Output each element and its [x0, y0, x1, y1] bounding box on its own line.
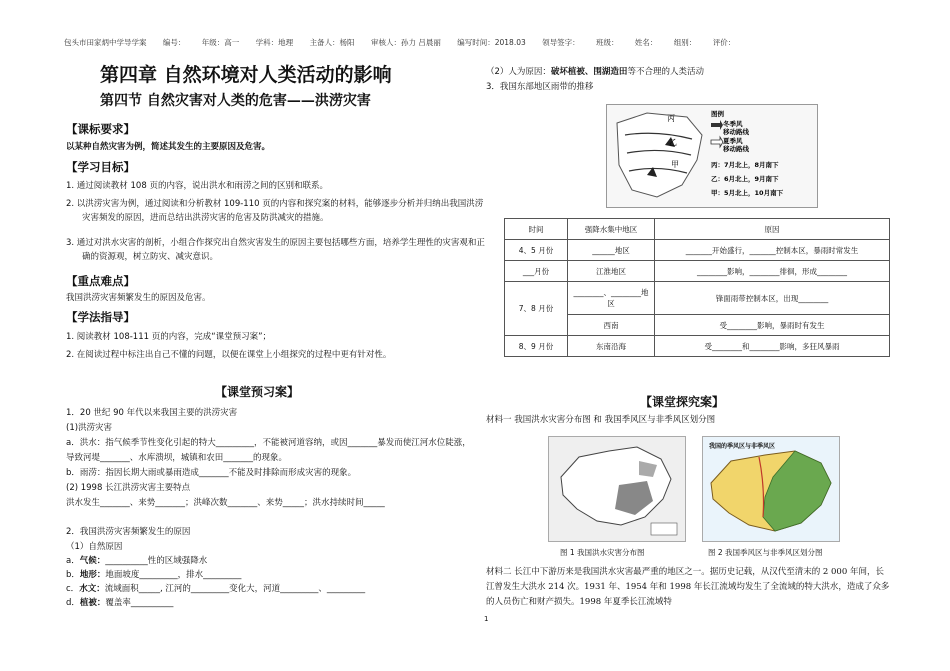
header-school: 包头市田家炳中学导学案 — [64, 38, 147, 47]
table-header-row — [505, 219, 890, 240]
table-cell: _______开始盛行，_______控制本区，暴雨时常发生 — [655, 240, 890, 261]
legend-text: 移动路线 — [723, 128, 749, 136]
material-one: 材料一 我国洪水灾害分布图 和 我国季风区与非季风区划分图 — [486, 415, 716, 425]
table-cell: 4、5 月份 — [505, 240, 568, 261]
keypoints-heading: 【重点难点】 — [66, 274, 135, 288]
table-row — [505, 261, 890, 282]
rainbelt-table — [504, 218, 890, 357]
preview-heading: 【课堂预习案】 — [215, 385, 300, 399]
section-title: 第四节 自然灾害对人类的危害——洪涝灾害 — [100, 93, 371, 109]
monsoon-map-svg — [703, 437, 839, 541]
fig2-caption: 图 2 我国季风区与非季风区划分图 — [708, 548, 823, 557]
human-causes-label: （2）人为原因： — [486, 67, 551, 77]
material-two: 材料二 长江中下游历来是我国洪水灾害最严重的地区之一。据历史记载，从汉代至清末的 2 000 年间，长江曾发生大洪水 214 次。1931 年、1954 年和 1998 年长江流域均发生了全流域的特大洪水，造成了众多的人员伤亡和财产损失。1998 年夏季长江流域特 — [486, 567, 890, 607]
table-cell: ___月份 — [505, 261, 568, 282]
summer-monsoon-arrow-icon — [711, 137, 723, 147]
legend-text: 图例 — [711, 110, 724, 118]
table-cell: 江淮地区 — [568, 261, 655, 282]
table-row — [505, 282, 890, 315]
table-cell: 受________和________影响，多狂风暴雨 — [655, 336, 890, 357]
rainbelt-map-svg — [607, 105, 817, 207]
table-row — [505, 240, 890, 261]
cause-terrain-label: 地形： — [79, 570, 106, 580]
preview-flood-definition: a．洪水：指气候季节性变化引起的特大_________，不能被河道容纳，或因_______暴发而使江河水位陡涨，导致河堤_______、水库溃坝，城镇和农田_______的现象。 — [66, 438, 471, 463]
table-cell: 7、8 月份 — [505, 282, 568, 336]
fig1-caption: 图 1 我国洪水灾害分布图 — [560, 548, 645, 557]
china-outline — [561, 447, 671, 525]
explore-heading: 【课堂探究案】 — [640, 395, 725, 409]
method-heading: 【学法指导】 — [66, 310, 135, 324]
header-reviewer: 审核人：孙力 吕晨丽 — [370, 38, 441, 47]
table-cell-text: 受________影响，暴雨时有发生 — [719, 320, 825, 330]
table-row — [505, 336, 890, 357]
legend-text: 甲：5月北上，10月南下 — [711, 189, 784, 197]
cause-hydrology-label: 水文： — [79, 584, 105, 594]
cause-climate-blank: __________性的区域强降水 — [105, 556, 208, 566]
chapter-title: 第四章 自然环境对人类活动的影响 — [100, 64, 392, 86]
preview-1998-heading: (2) 1998 长江洪涝灾害主要特点 — [66, 483, 191, 493]
curriculum-heading: 【课标要求】 — [66, 122, 135, 136]
winter-monsoon-arrow-icon — [711, 120, 723, 130]
map-label-bing: 丙 — [667, 114, 675, 123]
legend-text: 乙：6月北上，9月南下 — [711, 175, 779, 183]
legend-text: 冬季风 — [723, 120, 743, 128]
table-cell: 8、9 月份 — [505, 336, 568, 357]
preview-q1: 1．20 世纪 90 年代以来我国主要的洪涝灾害 — [66, 408, 238, 418]
preview-1998-features: 洪水发生_______、来势_______；洪峰次数_______、来势_____；洪水持续时间_____ — [66, 498, 385, 508]
cause-vegetation: d．植被：覆盖率__________ — [66, 598, 174, 608]
table-header-cell: 时间 — [505, 219, 568, 240]
header-group: 组别： — [673, 38, 697, 47]
cause-hydrology-blank: 流域面积_____, 江河的_________变化大，河道_________、_________ — [104, 584, 366, 594]
document-header — [64, 37, 894, 48]
keypoints-text: 我国洪涝灾害频繁发生的原因及危害。 — [66, 293, 211, 303]
legend-text: 移动路线 — [723, 145, 749, 153]
cause-hydrology: c．水文：流域面积_____, 江河的_________变化大，河道_________、_________ — [66, 584, 366, 594]
map-inset — [651, 523, 677, 535]
table-header-cell: 原因 — [655, 219, 890, 240]
legend-text: 夏季风 — [723, 137, 743, 145]
header-class: 班级： — [596, 38, 619, 47]
table-cell: 锋面雨带控制本区，出现________ — [655, 282, 890, 315]
flood-distribution-map — [548, 436, 686, 542]
objective-item: 3. 通过对洪水灾害的剖析，小组合作探究出自然灾害发生的原因主要包括哪些方面，培养学生理性的灾害观和正确的资源观，树立防灾、减灾意识。 — [66, 238, 485, 262]
table-cell — [655, 315, 890, 336]
header-date: 编写时间：2018.03 — [457, 38, 526, 47]
cause-vegetation-label: 植被： — [79, 598, 106, 608]
objective-item: 1. 通过阅读教材 108 页的内容，说出洪水和雨涝之间的区别和联系。 — [66, 181, 328, 191]
cause-climate: a．气候：__________性的区域强降水 — [66, 556, 208, 566]
cause-vegetation-blank: 覆盖率__________ — [105, 598, 174, 608]
cause-terrain-blank: 地面坡度_________，排水_________ — [105, 570, 242, 580]
human-causes-rest: 等不合理的人类活动 — [627, 67, 704, 77]
preview-q2-sub: （1）自然原因 — [66, 542, 123, 552]
preview-q2: 2．我国洪涝灾害频繁发生的原因 — [66, 527, 191, 537]
rainbelt-heading: 3．我国东部地区雨带的推移 — [486, 82, 594, 92]
objective-item: 2. 以洪涝灾害为例，通过阅读和分析教材 109-110 页的内容和探究案的材料，能够逐步分析并归纳出我国洪涝灾害频发的原因，进而总结出洪涝灾害的危害及防洪减灾的措施。 — [66, 199, 484, 223]
flood-map-svg — [549, 437, 685, 541]
table-cell: ______地区 — [568, 240, 655, 261]
header-subject: 学科：地理 — [255, 38, 294, 47]
rainbelt-map — [606, 104, 818, 208]
objectives-heading: 【学习目标】 — [66, 160, 135, 174]
cause-climate-label: 气候： — [79, 556, 106, 566]
method-item: 1. 阅读教材 108-111 页的内容，完成“课堂预习案”； — [66, 332, 272, 342]
map-label-jia: 甲 — [671, 160, 679, 169]
header-grade: 年级：高一 — [201, 38, 240, 47]
header-eval: 评价： — [712, 38, 736, 47]
monsoon-region-map — [702, 436, 840, 542]
human-causes — [486, 66, 704, 79]
curriculum-text: 以某种自然灾害为例，简述其发生的主要原因及危害。 — [66, 142, 271, 152]
table-cell: 西南 — [568, 315, 655, 336]
table-cell: ________、________地区 — [568, 282, 655, 315]
map-label-yi: 乙 — [669, 138, 677, 147]
fig2-title: 我国的季风区与非季风区 — [709, 443, 776, 450]
table-cell: 东南沿海 — [568, 336, 655, 357]
legend-text: 丙：7月北上，8月南下 — [711, 161, 779, 169]
header-number: 编号： — [162, 38, 186, 47]
table-cell: ________影响，________徘徊，形成________ — [655, 261, 890, 282]
cause-terrain: b．地形：地面坡度_________，排水_________ — [66, 570, 242, 580]
human-causes-bold: 破坏植被、围湖造田 — [550, 67, 628, 77]
header-leader: 领导签字： — [542, 38, 580, 47]
table-header-cell: 强降水集中地区 — [568, 219, 655, 240]
preview-waterlogging-definition: b．雨涝：指因长期大雨或暴雨造成_______不能及时排除而形成灾害的现象。 — [66, 468, 357, 478]
preview-q1-sub: (1)洪涝灾害 — [66, 423, 113, 433]
page-number: 1 — [484, 615, 489, 623]
header-name: 姓名： — [634, 38, 658, 47]
method-item: 2. 在阅读过程中标注出自己不懂的问题，以便在课堂上小组探究的过程中更有针对性。 — [66, 350, 392, 360]
header-author: 主备人：杨阳 — [309, 38, 355, 47]
